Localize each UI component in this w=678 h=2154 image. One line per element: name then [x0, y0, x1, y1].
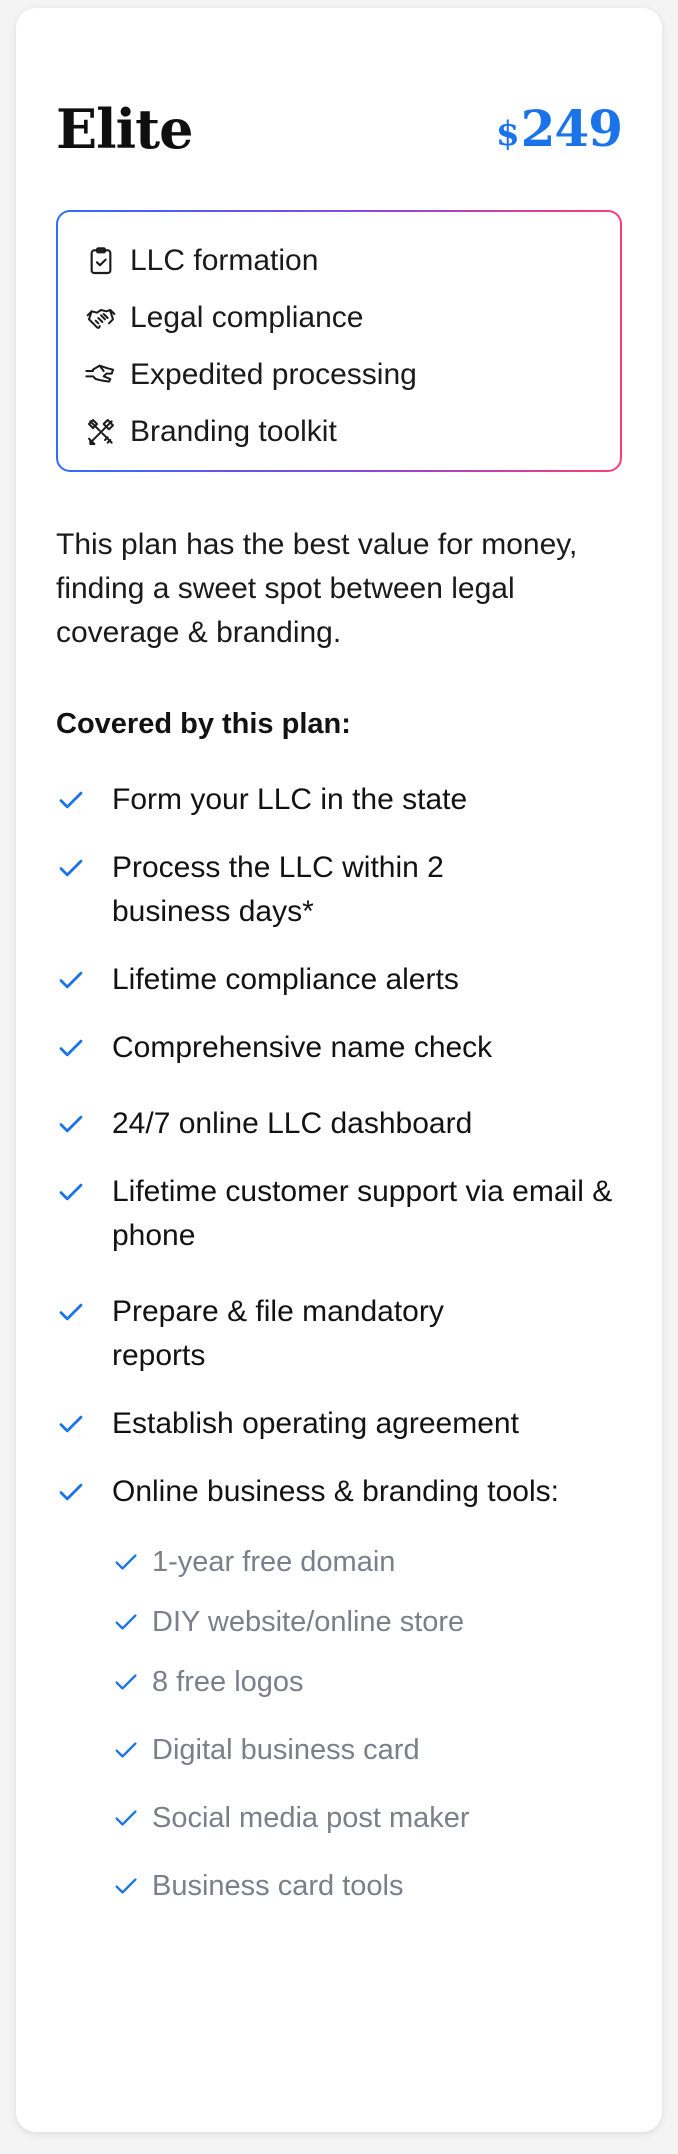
check-icon: [112, 1600, 152, 1644]
sub-list-item-text: DIY website/online store: [152, 1606, 465, 1638]
check-icon: [112, 1728, 152, 1772]
sub-list-item-text: Social media post maker: [152, 1802, 470, 1834]
list-item-text: Online business & branding tools:: [112, 1475, 559, 1508]
feature-label: Branding toolkit: [130, 414, 337, 448]
feature-label: Legal compliance: [130, 300, 364, 334]
list-item-text: Comprehensive name check: [112, 1031, 493, 1064]
handshake-icon: [84, 301, 118, 335]
check-icon: [56, 1026, 112, 1070]
list-item: [56, 958, 636, 1002]
pricing-card: [16, 8, 662, 2132]
check-icon: [56, 958, 112, 1002]
list-item: [56, 846, 636, 934]
sub-list-item: [112, 1540, 652, 1584]
sub-list-item: [112, 1796, 652, 1840]
check-icon: [112, 1864, 152, 1908]
list-item-text: Lifetime customer support via email & phone: [112, 1175, 613, 1252]
design-tools-icon: [84, 415, 118, 449]
list-item: [56, 1026, 636, 1070]
plan-description: This plan has the best value for money, finding a sweet spot between legal coverage & branding.: [56, 528, 578, 649]
feature-llc-formation: [84, 232, 620, 289]
branding-tools-sublist: [112, 1540, 652, 1908]
feature-expedited-processing: [84, 346, 620, 403]
check-icon: [56, 1402, 112, 1446]
list-item: [56, 1290, 636, 1378]
plan-price: [496, 98, 622, 160]
check-icon: [112, 1540, 152, 1584]
sub-list-item: [112, 1660, 652, 1704]
list-item-text: Establish operating agreement: [112, 1407, 519, 1440]
feature-legal-compliance: [84, 289, 620, 346]
sub-list-item: [112, 1600, 652, 1644]
plan-features-inner: [58, 212, 620, 470]
plan-header: [56, 98, 622, 168]
list-item: [56, 1402, 636, 1446]
fast-hand-icon: [84, 358, 118, 392]
check-icon: [112, 1660, 152, 1704]
list-item-text: Form your LLC in the state: [112, 783, 468, 816]
plan-title: Elite: [56, 97, 193, 161]
check-icon: [56, 1470, 112, 1514]
check-icon: [56, 1290, 112, 1334]
covered-title: Covered by this plan:: [56, 708, 351, 740]
price-amount: 249: [520, 99, 622, 158]
list-item: [56, 778, 636, 822]
check-icon: [56, 1170, 112, 1214]
plan-features-box: [56, 210, 622, 472]
check-icon: [112, 1796, 152, 1840]
price-currency: $: [495, 114, 519, 154]
covered-list: [56, 778, 636, 1514]
list-item-text: Process the LLC within 2 business days*: [112, 851, 444, 928]
check-icon: [56, 778, 112, 822]
clipboard-check-icon: [84, 244, 118, 278]
sub-list-item: [112, 1864, 652, 1908]
sub-list-item-text: Digital business card: [152, 1734, 420, 1766]
list-item: [56, 1102, 636, 1146]
feature-label: LLC formation: [130, 243, 319, 277]
feature-label: Expedited processing: [130, 357, 417, 391]
check-icon: [56, 846, 112, 890]
check-icon: [56, 1102, 112, 1146]
sub-list-item-text: 8 free logos: [152, 1666, 304, 1698]
feature-branding-toolkit: [84, 403, 620, 460]
list-item-text: Prepare & file mandatory reports: [112, 1295, 444, 1372]
list-item: [56, 1470, 636, 1514]
sub-list-item-text: Business card tools: [152, 1870, 404, 1902]
list-item: [56, 1170, 636, 1258]
list-item-text: Lifetime compliance alerts: [112, 963, 459, 996]
list-item-text: 24/7 online LLC dashboard: [112, 1107, 473, 1140]
sub-list-item-text: 1-year free domain: [152, 1546, 396, 1578]
sub-list-item: [112, 1728, 652, 1772]
